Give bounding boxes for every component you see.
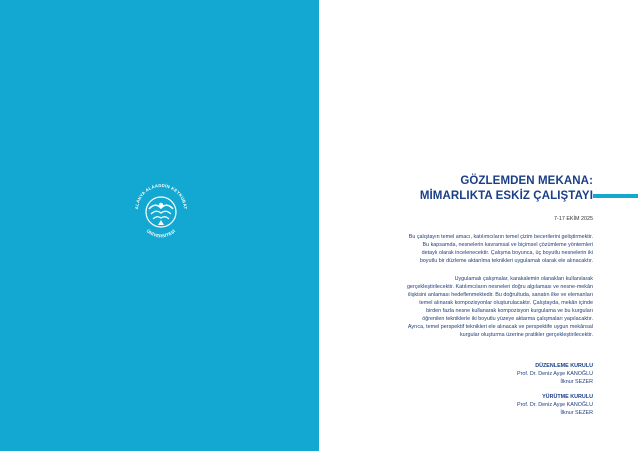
workshop-date: 7-17 EKİM 2025 <box>554 216 593 222</box>
svg-text:ÜNİVERSİTESİ <box>146 228 177 238</box>
logo-arc-text: ALANYA ALAADDİN KEYKUBAT <box>133 182 189 210</box>
committee-member: İlknur SEZER <box>560 410 593 416</box>
executive-committee <box>517 393 593 417</box>
paragraph-line: öğrenilen tekniklerle iki boyutlu yüzeye aktarma çalışmaları yapılacaktır. <box>422 316 593 322</box>
committee-member: Prof. Dr. Deniz Ayşe KANOĞLU <box>517 402 593 408</box>
paragraph-line: Bu kapsamda, nesnelerin kavramsal ve biçimsel çözümleme yöntemleri <box>422 242 593 248</box>
organizing-committee-heading: DÜZENLEME KURULU <box>535 363 593 369</box>
committee-member: İlknur SEZER <box>560 379 593 385</box>
title-line-1: GÖZLEMDEN MEKANA: <box>460 175 593 187</box>
paragraph-line: gerçekleştirilecektir. Katılımcıların nesneleri doğru algılaması ve nesne-mekân <box>406 284 593 290</box>
description-paragraph-2 <box>343 275 593 339</box>
paragraph-line: birden fazla nesne kullanarak kompozisyon kurgulama ve bu kurguları <box>426 308 593 314</box>
eagle-emblem-icon <box>146 197 176 227</box>
title-line-2: MİMARLIKTA ESKİZ ÇALIŞTAYI <box>419 190 593 202</box>
paragraph-line: temel alınarak kompozisyonlar oluşturulacaktır. Çalıştayda, mekân içinde <box>419 300 593 306</box>
paragraph-line: ilişkisini anlaması hedeflenmektedir. Bu doğrultuda, sanatın ilke ve elemanları <box>408 292 593 298</box>
executive-committee-heading: YÜRÜTME KURULU <box>542 394 593 400</box>
paragraph-line: detaylı olarak incelenecektir. Çalışma boyunca, üç boyutlu nesnelerin iki <box>421 250 593 256</box>
title-accent-bar <box>593 194 638 198</box>
paragraph-line: boyutlu bir düzleme aktarılma teknikleri uygulamalı olarak ele alınacaktır. <box>419 258 593 264</box>
logo-bottom-text: ÜNİVERSİTESİ <box>145 228 177 239</box>
university-logo <box>130 176 192 258</box>
paragraph-line: Ayrıca, temel perspektif teknikleri ele alınacak ve perspektife uygun mekânsal <box>407 324 593 330</box>
paragraph-line: kurgular oluşturma üzerine pratikler gerçekleştirilecektir. <box>459 332 593 338</box>
description-paragraph-1 <box>343 233 593 265</box>
workshop-title <box>420 174 593 204</box>
committee-member: Prof. Dr. Deniz Ayşe KANOĞLU <box>517 371 593 377</box>
paragraph-line: Uygulamalı çalışmalar, karakalemin olanakları kullanılarak <box>454 276 593 282</box>
paragraph-line: Bu çalıştayın temel amacı, katılımcıların temel çizim becerilerini geliştirmektir. <box>408 234 593 240</box>
organizing-committee <box>517 362 593 386</box>
